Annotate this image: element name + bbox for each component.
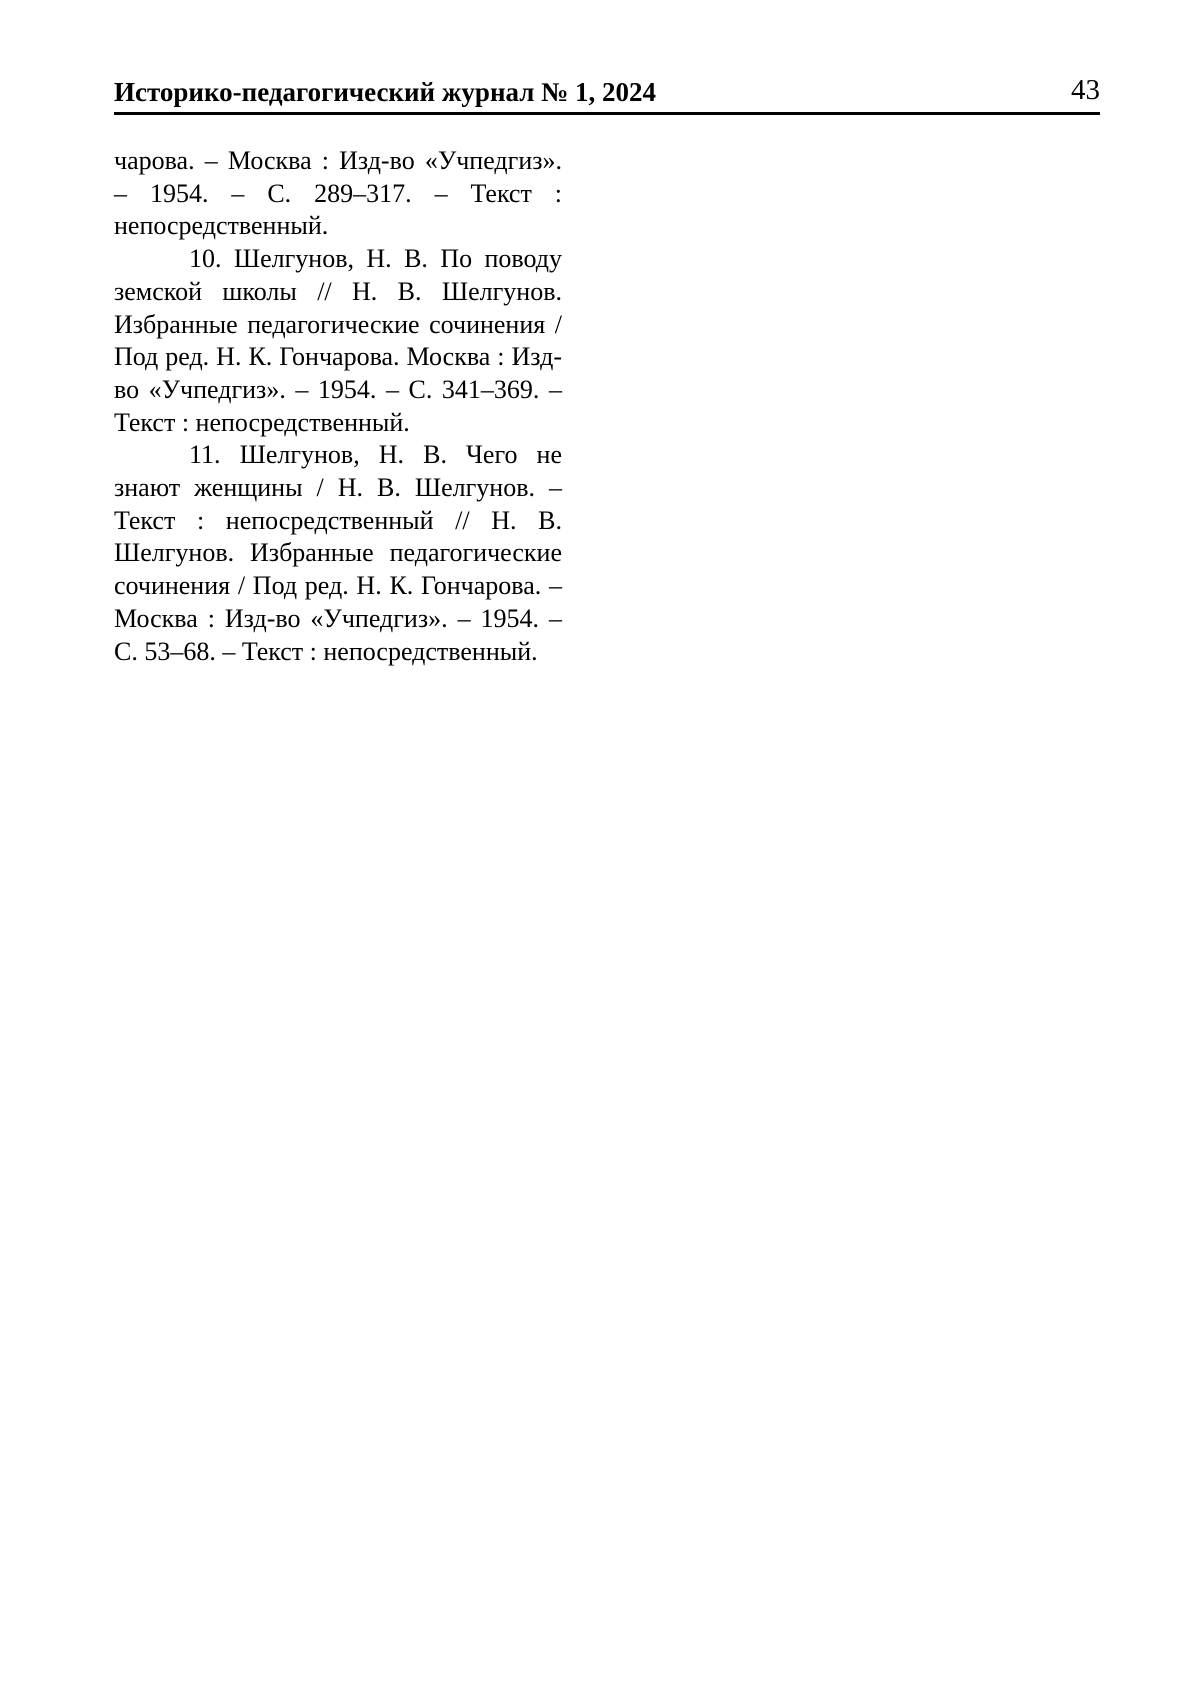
reference-item-continued: чарова. – Москва : Изд-во «Учпедгиз». – 1954. – С. 289–317. – Текст : непосредственный. [114,146,562,241]
reference-item-10: 10. Шелгунов, Н. В. По поводу земской школы // Н. В. Шелгунов. Избранные педагогические сочинения / Под ред. Н. К. Гончарова. Москва : Изд-во «Учпедгиз». – 1954. – С. 341–369. – Текст : непосредственный. [114,244,562,437]
running-header [114,74,1100,115]
reference-item-11: 11. Шелгунов, Н. В. Чего не знают женщины / Н. В. Шелгунов. – Текст : непосредственный // Н. В. Шелгунов. Избранные педагогические сочинения / Под ред. Н. К. Гончарова. – Москва : Изд-во «Учпедгиз». – 1954. – С. 53–68. – Текст : непосредственный. [114,440,562,666]
reference-list [114,145,562,668]
page-number: 43 [1071,74,1100,106]
journal-title: Историко-педагогический журнал № 1, 2024 [114,77,657,107]
